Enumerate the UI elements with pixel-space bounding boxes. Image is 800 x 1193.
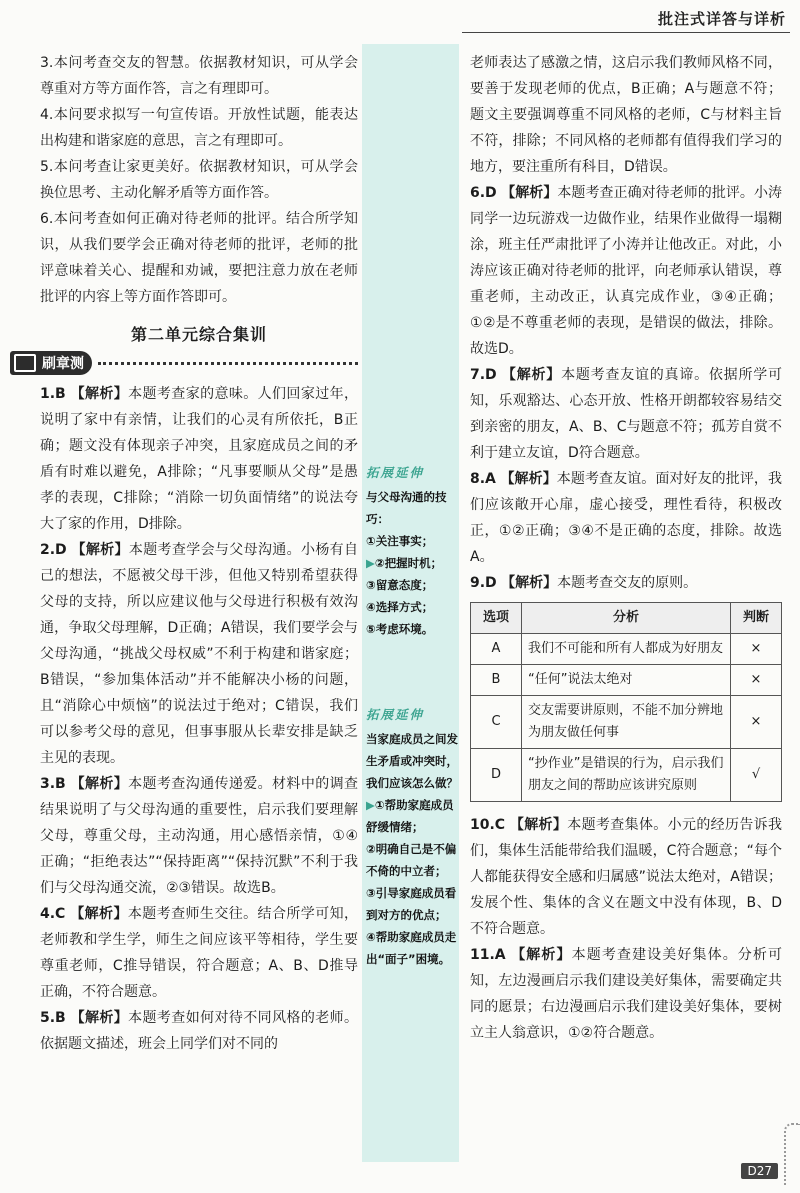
answer-item xyxy=(470,362,782,466)
answer-paragraph: 5.本问考查让家更美好。依据教材知识，可从学会换位思考、主动化解矛盾等方面作答。 xyxy=(40,159,358,201)
table-cell: 交友需要讲原则，不能不加分辨地为朋友做任何事 xyxy=(522,696,731,749)
column-header: 选项 xyxy=(471,603,522,634)
answer-item xyxy=(470,570,782,596)
answer-number: 3.B xyxy=(40,776,66,792)
extension-line: ▶①帮助家庭成员舒缓情绪； xyxy=(366,798,454,834)
answer-text: 本题考查正确对待老师的批评。小涛同学一边玩游戏一边做作业，结果作业做得一塌糊涂，班主任严肃批评了小涛并让他改正。对此，小涛应该正确对待老师的批评，向老师承认错误，尊重老师，主动改正，认真完成作业，③④正确；①②是不尊重老师的表现，是错误的做法，排除。故选D。 xyxy=(470,185,783,357)
answer-item xyxy=(470,180,782,362)
analysis-tag: 【解析】 xyxy=(70,906,128,922)
table-cell: × xyxy=(731,665,782,696)
table-cell: √ xyxy=(731,749,782,802)
right-column xyxy=(470,50,782,1046)
answer-number: 5.B xyxy=(40,1010,66,1026)
extension-box-2 xyxy=(366,704,458,970)
answer-item xyxy=(40,771,358,901)
extension-line: ④选择方式； xyxy=(366,600,434,614)
extension-box-1 xyxy=(366,462,458,640)
answer-number: 10.C xyxy=(470,817,506,833)
table-row xyxy=(471,634,782,665)
extension-line: 当家庭成员之间发生矛盾或冲突时，我们应该怎么做？ xyxy=(366,732,458,790)
extension-line: ②明确自己是不偏不倚的中立者； xyxy=(366,842,457,878)
answer-number: 4.C xyxy=(40,906,66,922)
answer-item xyxy=(40,901,358,1005)
left-column xyxy=(40,50,358,1057)
answer-text: 本题考查沟通传递爱。材料中的调查结果说明了与父母沟通的重要性，启示我们要理解父母，尊重父母，主动沟通，用心感悟亲情，①④正确；“拒绝表达”“保持距离”“保持沉默”不利于我们与父母沟通交流，②③错误。故选B。 xyxy=(40,776,358,896)
answer-number: 6.D xyxy=(470,185,497,201)
section-title: 第二单元综合集训 xyxy=(130,325,267,344)
answer-number: 7.D xyxy=(470,367,497,383)
analysis-tag: 【解析】 xyxy=(500,471,557,487)
badge-label: 刷章测 xyxy=(42,356,84,372)
answer-text: 本题考查如何对待不同风格的老师。依据题文描述，班会上同学们对不同的 xyxy=(40,1010,358,1052)
arrow-right-icon: ▶ xyxy=(366,798,375,812)
extension-line: ⑤考虑环境。 xyxy=(366,622,434,636)
analysis-tag: 【解析】 xyxy=(511,947,572,963)
answer-paragraph: 3.本问考查交友的智慧。依据教材知识，可从学会尊重对方等方面作答，言之有理即可。 xyxy=(40,55,358,97)
analysis-tag: 【解析】 xyxy=(501,575,558,591)
answer-item xyxy=(40,1005,358,1057)
answer-text: 本题考查友谊。面对好友的批评，我们应该敞开心扉，虚心接受，理性看待，积极改正，①②正确；③④不是正确的态度，排除。故选A。 xyxy=(470,471,783,565)
extension-line: ④帮助家庭成员走出“面子”困境。 xyxy=(366,930,457,966)
answer-item xyxy=(470,466,782,570)
header-rule xyxy=(462,32,790,33)
answer-number: 8.A xyxy=(470,471,496,487)
answer-text: 本题考查集体。小元的经历告诉我们，集体生活能带给我们温暖，C符合题意；“每个人都能获得安全感和归属感”说法太绝对，A错误；发展个性、集体的含义在题文中没有体现，B、D不符合题意。 xyxy=(470,817,783,937)
answer-item xyxy=(40,537,358,771)
extension-line: ①关注事实； xyxy=(366,534,434,548)
table-row xyxy=(471,696,782,749)
table-cell: “抄作业”是错误的行为，启示我们朋友之间的帮助应该讲究原则 xyxy=(522,749,731,802)
analysis-tag: 【解析】 xyxy=(70,1010,129,1026)
table-cell: C xyxy=(471,696,522,749)
table-row xyxy=(471,749,782,802)
analysis-tag: 【解析】 xyxy=(71,542,129,558)
extension-title: 拓展延伸 xyxy=(366,707,425,722)
answer-text: 本题考查建设美好集体。分析可知，左边漫画启示我们建设美好集体，需要确定共同的愿景；右边漫画启示我们建设美好集体，要树立主人翁意识，①②符合题意。 xyxy=(470,947,783,1041)
analysis-tag: 【解析】 xyxy=(501,367,562,383)
answer-number: 9.D xyxy=(470,575,497,591)
analysis-tag: 【解析】 xyxy=(70,386,129,402)
column-header: 判断 xyxy=(731,603,782,634)
arrow-right-icon: ▶ xyxy=(366,556,375,570)
analysis-tag: 【解析】 xyxy=(70,776,129,792)
answer-text: 本题考查学会与父母沟通。小杨有自己的想法，不愿被父母干涉，但他又特别希望获得父母的支持，所以应建议他与父母进行积极有效沟通，争取父母理解，D正确；A错误，我们要学会与父母沟通，“挑战父母权威”不利于构建和谐家庭；B错误，“参加集体活动”并不能解决小杨的问题，且“消除心中烦恼”的说法过于绝对；C错误，我们可以参考父母的意见，但事事服从长辈安排是缺乏主见的表现。 xyxy=(40,542,359,766)
analysis-tag: 【解析】 xyxy=(501,185,558,201)
extension-title: 拓展延伸 xyxy=(366,465,425,480)
answer-number: 11.A xyxy=(470,947,506,963)
extension-sidebar xyxy=(362,44,459,1162)
page-header: 批注式详答与详析 xyxy=(657,10,786,28)
corner-decoration xyxy=(784,1123,800,1185)
book-icon xyxy=(14,354,36,372)
answer-text: 本题考查交友的原则。 xyxy=(557,575,698,591)
column-header: 分析 xyxy=(522,603,731,634)
answer-item xyxy=(470,812,782,942)
table-cell: D xyxy=(471,749,522,802)
dotted-divider xyxy=(98,362,358,365)
answer-continuation: 老师表达了感激之情，这启示我们教师风格不同，要善于发现老师的优点，B正确；A与题意不符；题文主要强调尊重不同风格的老师，C与材料主旨不符，排除；不同风格的老师都有值得我们学习的地方，要注重所有科目，D错误。 xyxy=(470,55,782,175)
answer-number: 1.B xyxy=(40,386,66,402)
extension-line: 与父母沟通的技巧： xyxy=(366,490,447,526)
chapter-test-badge xyxy=(10,351,92,375)
table-row xyxy=(471,665,782,696)
extension-line: ③留意态度； xyxy=(366,578,434,592)
chapter-test-banner xyxy=(10,351,358,375)
table-cell: × xyxy=(731,634,782,665)
answer-number: 2.D xyxy=(40,542,67,558)
answer-item xyxy=(470,942,782,1046)
answer-paragraph: 6.本问考查如何正确对待老师的批评。结合所学知识，从我们要学会正确对待老师的批评，老师的批评意味着关心、提醒和劝诫，要把注意力放在老师批评的内容上等方面作答即可。 xyxy=(40,211,358,305)
table-cell: “任何”说法太绝对 xyxy=(522,665,731,696)
page-number: D27 xyxy=(741,1163,778,1179)
table-header-row xyxy=(471,603,782,634)
answer-text: 本题考查友谊的真谛。依据所学可知，乐观豁达、心态开放、性格开朗都较容易结交到亲密的朋友，A、B、C与题意不符；孤芳自赏不利于建立友谊，D符合题意。 xyxy=(470,367,783,461)
answer-item xyxy=(40,381,358,537)
answer-paragraph: 4.本问要求拟写一句宣传语。开放性试题，能表达出构建和谐家庭的意思，言之有理即可。 xyxy=(40,107,358,149)
extension-line: ▶②把握时机； xyxy=(366,556,443,570)
extension-line: ③引导家庭成员看到对方的优点； xyxy=(366,886,457,922)
analysis-tag: 【解析】 xyxy=(509,817,568,833)
table-cell: 我们不可能和所有人都成为好朋友 xyxy=(522,634,731,665)
table-cell: B xyxy=(471,665,522,696)
table-cell: A xyxy=(471,634,522,665)
table-cell: × xyxy=(731,696,782,749)
answer-text: 本题考查师生交往。结合所学可知，老师教和学生学，师生之间应该平等相待，学生要尊重老师，C推导错误，符合题意；A、B、D推导正确，不符合题意。 xyxy=(40,906,359,1000)
answer-text: 本题考查家的意味。人们回家过年，说明了家中有亲情，让我们的心灵有所依托，B正确；题文没有体现亲子冲突，且家庭成员之间的矛盾有时难以避免，A排除；“凡事要顺从父母”是愚孝的表现，C排除；“消除一切负面情绪”的说法夸大了家的作用，D排除。 xyxy=(40,386,358,532)
analysis-table xyxy=(470,602,782,802)
